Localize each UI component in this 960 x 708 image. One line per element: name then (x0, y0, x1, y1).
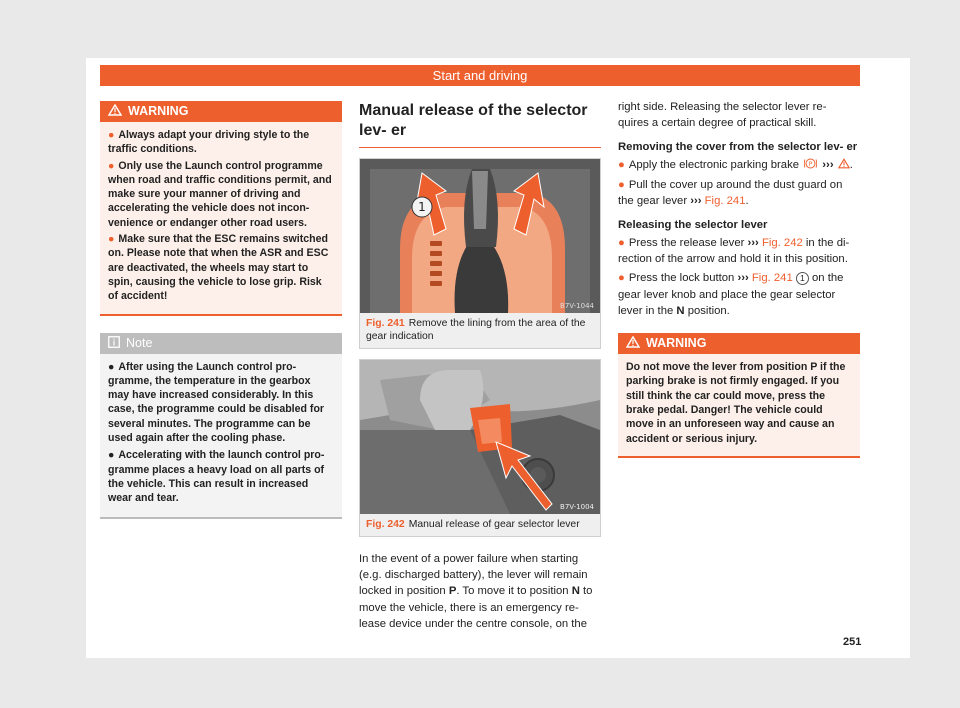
warning-triangle-icon (838, 158, 850, 169)
cross-ref-arrows: ››› (822, 159, 834, 172)
bullet-icon: ● (108, 129, 115, 141)
figure-link[interactable]: Fig. 241 (751, 272, 793, 285)
note-body (100, 354, 342, 517)
figure-242 (359, 359, 601, 537)
figure-code: B7V-1044 (560, 302, 594, 310)
svg-text:P: P (808, 161, 813, 169)
removing-step-1: ● Apply the electronic parking brake P ››› . (618, 159, 853, 172)
warning-text: Do not move the lever from position P if the parking brake is not firmly engaged. If you still think the car could move, press the brake pedal. Danger! The vehicle could move in an unforeseen way and cause an accident or serious injury. (626, 361, 846, 445)
intro-paragraph: In the event of a power failure when starting (e.g. discharged battery), the lever will remain locked in position P. To move it to position N to move the vehicle, there is an emergency re- lease device under the centre console, on the (359, 553, 593, 630)
page-number: 251 (843, 636, 862, 648)
column-middle (359, 101, 601, 632)
warning-title: WARNING (128, 104, 189, 118)
figure-number: Fig. 242 (366, 519, 405, 530)
figure-link[interactable]: Fig. 241 (704, 194, 746, 207)
figure-number: Fig. 241 (366, 318, 405, 329)
figure-241-caption: Fig. 241 Remove the lining from the area of the gear indication (360, 313, 600, 348)
callout-number: 1 (796, 272, 809, 285)
figure-code: B7V-1004 (560, 503, 594, 511)
bullet-icon: ● (618, 159, 625, 172)
column-left (100, 101, 342, 519)
bullet-icon: ● (108, 159, 115, 172)
figure-241 (359, 158, 601, 349)
bullet-icon: ● (618, 237, 625, 250)
warning-title: WARNING (646, 336, 707, 351)
bullet-icon: ● (618, 178, 625, 191)
warning-header (100, 101, 342, 122)
info-icon (108, 336, 120, 348)
note-item: ● After using the Launch control pro- gramme, the temperature in the gearbox may have increased considerably. In this case, the programme could be disabled for several minutes. The programme can be used again after the cooling phase. (108, 360, 325, 445)
warning-body (618, 354, 860, 456)
release-lever-illustration (360, 360, 600, 514)
figure-242-image (360, 360, 600, 514)
note-title: Note (126, 335, 153, 350)
warning-triangle-icon (626, 336, 640, 348)
warning-box-2 (618, 333, 860, 458)
warning-item: ● Only use the Launch control programme when road and traffic conditions permit, and make sure your manner of driving and accelerating the vehicle does not incon- venience or endanger other road users. (108, 159, 332, 229)
warning-body (100, 122, 342, 314)
note-header (100, 333, 342, 354)
figure-241-image (360, 159, 600, 313)
intro-paragraph-continued: right side. Releasing the selector lever re- quires a certain degree of practical skill. (618, 101, 827, 130)
gear-lever-illustration (360, 159, 600, 313)
figure-callout-1: 1 (418, 200, 426, 214)
figure-242-caption: Fig. 242 Manual release of gear selector lever (360, 514, 600, 536)
removing-step-2: ● Pull the cover up around the dust guard on the gear lever ››› Fig. 241. (618, 178, 843, 207)
parking-brake-icon (804, 158, 817, 169)
releasing-heading: Releasing the selector lever (618, 219, 768, 232)
releasing-step-2: ● Press the lock button ››› Fig. 241 1 on the gear lever knob and place the gear selector lever in the N position. (618, 272, 844, 317)
figure-link[interactable]: Fig. 242 (761, 237, 803, 250)
section-title: Manual release of the selector lev- er (359, 101, 601, 148)
chapter-header: Start and driving (100, 65, 860, 86)
warning-box (100, 101, 342, 316)
removing-heading: Removing the cover from the selector lev- er (618, 141, 858, 154)
bullet-icon: ● (618, 272, 625, 285)
warning-item: ● Make sure that the ESC remains switched on. Please note that when the ASR and ESC are deactivated, the wheels may start to spin, causing the vehicle to lose grip. Risk of accident! (108, 233, 329, 303)
warning-header (618, 333, 860, 354)
note-box (100, 333, 342, 519)
bullet-icon: ● (108, 233, 115, 246)
releasing-step-1: ● Press the release lever ››› Fig. 242 in the di- rection of the arrow and hold it in this position. (618, 237, 850, 266)
warning-item: ● Always adapt your driving style to the traffic conditions. (108, 129, 310, 156)
warning-triangle-icon (108, 104, 122, 116)
column-right (618, 99, 860, 458)
note-item: ● Accelerating with the launch control pro- gramme places a heavy load on all parts of the vehicle. This can result in increased wear and tear. (108, 449, 325, 505)
bullet-icon: ● (108, 360, 115, 373)
bullet-icon: ● (108, 449, 115, 462)
